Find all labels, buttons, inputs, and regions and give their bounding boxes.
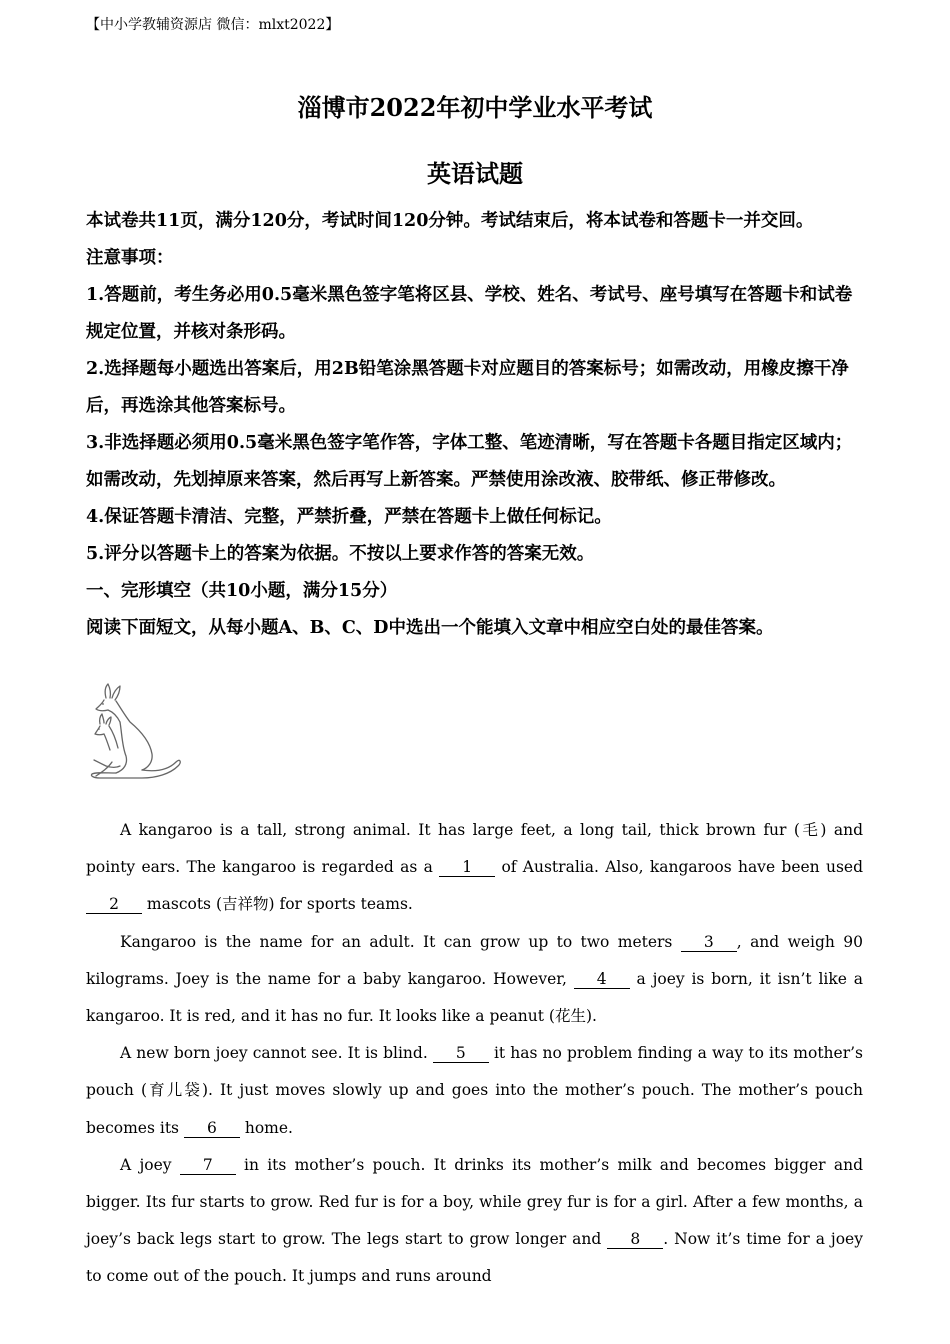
instruction-line: 1.答题前，考生务必用0.5毫米黑色签字笔将区县、学校、姓名、考试号、座号填写在答题卡和试卷规定位置，并核对条形码。 — [86, 285, 853, 342]
passage-text: , and weigh 90 kilograms. Joey is the name for a baby kangaroo. However, — [86, 932, 863, 988]
kangaroo-illustration — [86, 682, 186, 784]
watermark-text: 【中小学教辅资源店 微信：mlxt2022】 — [86, 17, 340, 33]
section-heading: 一、完形填空（共10小题，满分15分） — [86, 581, 398, 601]
passage-text: A joey — [120, 1155, 180, 1174]
blank-1: 1 — [439, 858, 495, 877]
blank-2: 2 — [86, 895, 142, 914]
passage-text: of Australia. Also, kangaroos have been used — [495, 858, 863, 877]
blank-5: 5 — [433, 1044, 489, 1063]
cloze-passage — [86, 812, 863, 1296]
passage-paragraph — [86, 812, 863, 924]
instruction-line: 2.选择题每小题选出答案后，用2B铅笔涂黑答题卡对应题目的答案标号；如需改动，用橡皮擦干净后，再选涂其他答案标号。 — [86, 359, 849, 416]
section-directions: 阅读下面短文，从每小题A、B、C、D中选出一个能填入文章中相应空白处的最佳答案。 — [86, 618, 774, 638]
passage-text: mascots (吉祥物) for sports teams. — [142, 895, 413, 914]
exam-title: 淄博市2022年初中学业水平考试 — [297, 93, 653, 122]
passage-paragraph — [86, 924, 863, 1036]
blank-8: 8 — [607, 1230, 663, 1249]
passage-text: home. — [239, 1118, 293, 1137]
blank-3: 3 — [681, 933, 737, 952]
passage-text: A new born joey cannot see. It is blind. — [120, 1044, 433, 1063]
blank-7: 7 — [180, 1156, 236, 1175]
passage-paragraph — [86, 1035, 863, 1147]
exam-subtitle: 英语试题 — [427, 159, 523, 188]
passage-text: it has no problem finding a way to its mother’s pouch (育儿袋). It just moves slowly up and goes into the mother’s pouch. The mother’s pouch becomes its — [86, 1044, 863, 1137]
blank-4: 4 — [574, 970, 630, 989]
instruction-line: 3.非选择题必须用0.5毫米黑色签字笔作答，字体工整、笔迹清晰，写在答题卡各题目指定区域内；如需改动，先划掉原来答案，然后再写上新答案。严禁使用涂改液、胶带纸、修正带修改。 — [86, 433, 853, 490]
instruction-line: 5.评分以答题卡上的答案为依据。不按以上要求作答的答案无效。 — [86, 544, 595, 564]
passage-text: A kangaroo is a tall, strong animal. It has large feet, a long tail, thick brown fur (毛) and pointy ears. The kangaroo is regarded as a — [86, 821, 863, 877]
passage-text: a joey is born, it isn’t like a kangaroo. It is red, and it has no fur. It looks like a peanut (花生). — [86, 969, 863, 1026]
instructions — [86, 203, 866, 647]
passage-text: in its mother’s pouch. It drinks its mother’s milk and becomes bigger and bigger. Its fur starts to grow. Red fur is for a boy, while grey fur is for a girl. After a few months, a joey’s back legs start to grow. The legs start to grow longer and — [86, 1155, 863, 1249]
passage-text: . Now it’s time for a joey to come out of the pouch. It jumps and runs around — [86, 1230, 863, 1286]
passage-paragraph — [86, 1147, 863, 1296]
instruction-line: 本试卷共11页，满分120分，考试时间120分钟。考试结束后，将本试卷和答题卡一并交回。 — [86, 211, 814, 231]
instruction-line: 注意事项： — [86, 248, 174, 268]
instruction-line: 4.保证答题卡清洁、完整，严禁折叠，严禁在答题卡上做任何标记。 — [86, 507, 612, 527]
blank-6: 6 — [184, 1119, 240, 1138]
passage-text: Kangaroo is the name for an adult. It can grow up to two meters — [120, 932, 681, 951]
